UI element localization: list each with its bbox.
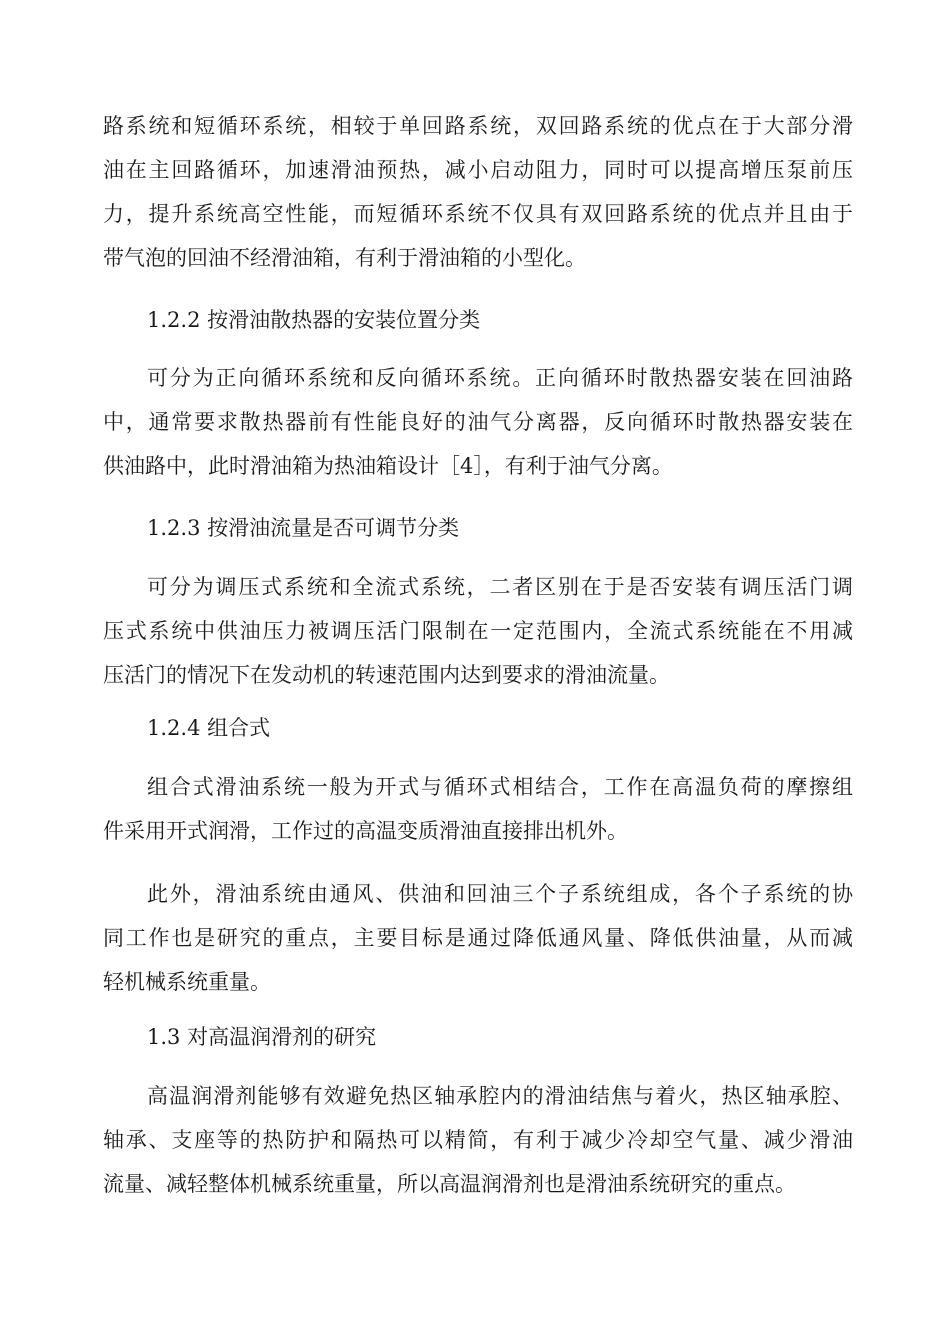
text-line: 高温润滑剂能够有效避免热区轴承腔内的滑油结焦与着火，热区轴承腔、	[147, 1084, 853, 1108]
paragraph-1-2-4	[103, 765, 853, 853]
text-line: 供油路中，此时滑油箱为热油箱设计［4］，有利于油气分离。	[103, 454, 673, 478]
text-line: 此外，滑油系统由通风、供油和回油三个子系统组成，各个子系统的协	[147, 882, 853, 906]
paragraph-intro	[103, 104, 853, 280]
text-line: 组合式滑油系统一般为开式与循环式相结合，工作在高温负荷的摩擦组	[147, 775, 853, 799]
section-heading-1-3: 1.3 对高温润滑剂的研究	[147, 1025, 377, 1049]
text-line: 可分为正向循环系统和反向循环系统。正向循环时散热器安装在回油路	[147, 366, 853, 390]
text-line: 压活门的情况下在发动机的转速范围内达到要求的滑油流量。	[103, 663, 670, 687]
text-line: 带气泡的回油不经滑油箱，有利于滑油箱的小型化。	[103, 246, 586, 270]
text-line: 力，提升系统高空性能，而短循环系统不仅具有双回路系统的优点并且由于	[103, 202, 853, 226]
paragraph-1-3	[103, 1074, 853, 1206]
paragraph-subsystems	[103, 872, 853, 1004]
paragraph-1-2-2	[103, 356, 853, 488]
text-line: 可分为调压式系统和全流式系统，二者区别在于是否安装有调压活门调	[147, 575, 853, 599]
text-line: 路系统和短循环系统，相较于单回路系统，双回路系统的优点在于大部分滑	[103, 114, 853, 138]
section-heading-1-2-2: 1.2.2 按滑油散热器的安装位置分类	[147, 308, 481, 332]
text-line: 流量、减轻整体机械系统重量，所以高温润滑剂也是滑油系统研究的重点。	[103, 1172, 796, 1196]
section-heading-1-2-4: 1.2.4 组合式	[147, 716, 271, 740]
text-line: 压式系统中供油压力被调压活门限制在一定范围内，全流式系统能在不用减	[103, 619, 853, 643]
text-line: 中，通常要求散热器前有性能良好的油气分离器，反向循环时散热器安装在	[103, 410, 853, 434]
section-heading-1-2-3: 1.2.3 按滑油流量是否可调节分类	[147, 516, 460, 540]
text-line: 油在主回路循环，加速滑油预热，减小启动阻力，同时可以提高增压泵前压	[103, 158, 853, 182]
paragraph-1-2-3	[103, 565, 853, 697]
text-line: 轻机械系统重量。	[103, 970, 271, 994]
text-line: 轴承、支座等的热防护和隔热可以精简，有利于减少冷却空气量、减少滑油	[103, 1128, 853, 1152]
text-line: 同工作也是研究的重点，主要目标是通过降低通风量、降低供油量，从而减	[103, 926, 853, 950]
text-line: 件采用开式润滑，工作过的高温变质滑油直接排出机外。	[103, 819, 628, 843]
